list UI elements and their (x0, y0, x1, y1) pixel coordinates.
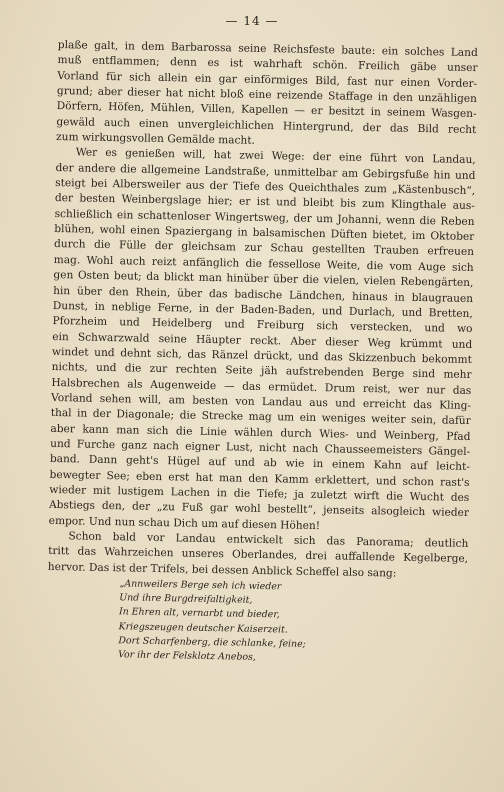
text-line: der andere die allgemeine Landstraße, unmittelbar am Gebirgsfuße hin und (55, 161, 476, 182)
paragraph (48, 529, 469, 583)
text-line: Dörfern, Höfen, Mühlen, Villen, Kapellen — er besitzt in seinem Wasgen- (56, 100, 477, 121)
paragraph (56, 38, 478, 153)
text-line: band. Dann geht's Hügel auf und ab wie in einem Kahn auf leicht- (49, 453, 470, 474)
text-line: Vorland sehen will, am besten von Landau aus und erreicht das Kling- (50, 391, 472, 412)
text-line: wieder mit lustigem Lachen in die Tiefe; ja zuletzt wirft die Wucht des (49, 483, 470, 504)
text-line: Pforzheim und Heidelberg und Freiburg sich verstecken, und wo (52, 315, 473, 336)
text-line: durch die Fülle der gleichsam zur Schau gestellten Trauben erfreuen (53, 238, 475, 259)
text-line: bewegter See; eben erst hat man den Kamm erklettert, und schon rast's (49, 468, 470, 489)
text-line: thal in der Diagonale; die Strecke mag um ein weniges weiter sein, dafür (50, 407, 471, 428)
text-line: Dunst, in neblige Ferne, in der Baden-Baden, und Durlach, und Bretten, (52, 299, 473, 320)
poem-verse: Und ihre Burgdreifaltigkeit, (119, 592, 253, 607)
poem-verse: In Ehren alt, vernarbt und bieder, (118, 606, 280, 621)
text-line: hervor. Das ist der Trifels, bei dessen Anblick Scheffel also sang: (47, 560, 397, 580)
text-line: aber kann man sich die Linie wählen durch Wies- und Weinberg, Pfad (50, 422, 471, 443)
text-line: Vorland für sich allein ein gar einförmiges Bild, fast nur einen Vorder- (57, 69, 478, 90)
poem-quote (46, 576, 468, 669)
text-line: mag. Wohl auch reizt anfänglich die fessellose Weite, die vom Auge sich (53, 253, 474, 274)
text-line: gewäld auch einen unvergleichlichen Hintergrund, der das Bild recht (56, 115, 477, 136)
body-text (46, 38, 478, 669)
text-line: blühen, wohl einen Spaziergang in balsamischen Düften bietet, im Oktober (54, 223, 475, 244)
text-line: plaße galt, in dem Barbarossa seine Reichsfeste baute: ein solches Land (57, 38, 478, 60)
text-line: Wer es genießen will, hat zwei Wege: der eine führt von Landau, (75, 146, 476, 167)
text-line: ein Schwarzwald seine Häupter reckt. Aber dieser Weg krümmt und (52, 330, 473, 351)
text-line: Halsbrechen als Augenweide — das ermüdet. Drum reist, wer nur das (51, 376, 472, 397)
text-line: muß entflammen; denn es ist wahrhaft schön. Freilich gäbe unser (57, 54, 478, 75)
poem-verse: „Annweilers Berge seh ich wieder (119, 578, 282, 593)
text-line: der besten Weinbergslage hier; er ist und bleibt bis zum Klingthale aus- (54, 192, 475, 213)
text-line: hin über den Rhein, über das badische Ländchen, hinaus in blaugrauen (53, 284, 474, 305)
text-line: gen Osten beut; da blickt man hinüber über die vielen, vielen Rebengärten, (53, 269, 474, 290)
paragraph (49, 145, 476, 537)
poem-verse: Vor ihr der Felsklotz Anebos, (118, 649, 256, 663)
text-line: schließlich ein schattenloser Wingertsweg, der um Johanni, wenn die Reben (54, 207, 475, 228)
poem-verse: Dort Scharfenberg, die schlanke, feine; (118, 635, 306, 650)
poem-verse: Kriegszeugen deutscher Kaiserzeit. (118, 620, 288, 636)
text-line: Schon bald vor Landau entwickelt sich das Panorama; deutlich (68, 530, 469, 550)
text-line: steigt bei Albersweiler aus der Tiefe des Queichthales zum „Kästenbusch“, (55, 177, 476, 198)
text-line: empor. Und nun schau Dich um auf diesen Höhen! (48, 514, 321, 532)
page-number: — 14 — (225, 14, 279, 28)
text-line: zum wirkungsvollen Gemälde macht. (55, 131, 256, 147)
text-line: Abstiegs den, der „zu Fuß gar wohl bestellt“, jenseits alsogleich wieder (48, 499, 470, 520)
text-line: nichts, und die zur rechten Seite jäh aufstrebenden Berge sind mehr (51, 361, 472, 382)
text-line: grund; aber dieser hat nicht bloß eine reizende Staffage in den unzähligen (56, 85, 478, 106)
text-line: und Furche ganz nach eigner Lust, nicht nach Chausseemeisters Gängel- (50, 437, 471, 458)
text-line: windet und dehnt sich, das Ränzel drückt, und das Skizzenbuch bekommt (51, 345, 473, 366)
text-line: tritt das Wahrzeichen unseres Oberlandes, drei auffallende Kegelberge, (48, 545, 469, 566)
